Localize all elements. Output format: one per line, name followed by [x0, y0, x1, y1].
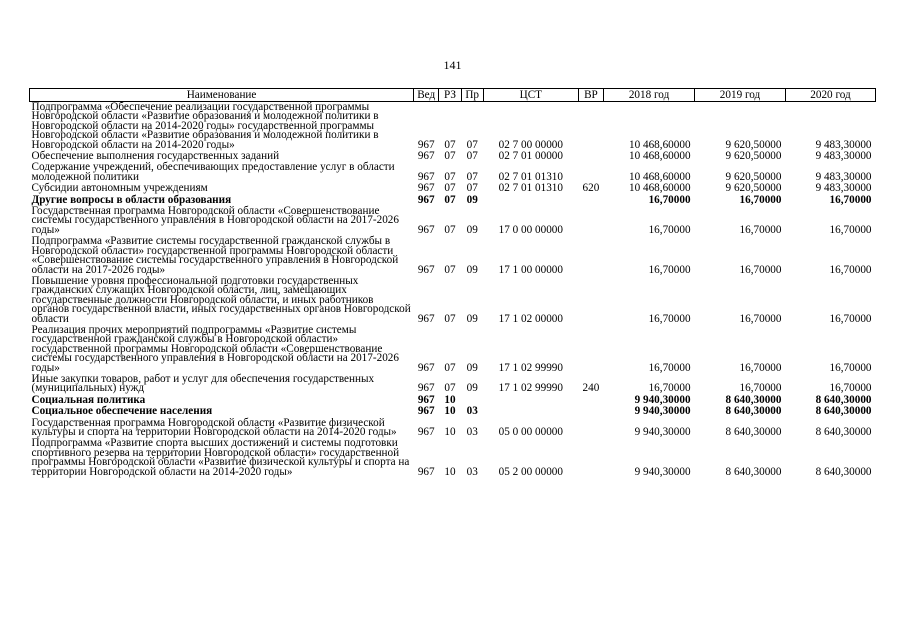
cell-cst: 17 0 00 00000	[498, 223, 563, 236]
header-pr: Пр	[461, 89, 483, 102]
cell-y2018: 9 940,30000	[634, 465, 691, 478]
cell-y2018: 16,70000	[648, 312, 691, 325]
cell-name: Субсидии автономным учреждениям	[31, 182, 208, 195]
table-row	[30, 102, 876, 152]
cell-y2019: 16,70000	[739, 312, 782, 325]
cell-name: Содержание учреждений, обеспечивающих предоставление услуг в области молодежной политики	[31, 161, 395, 183]
cell-y2019: 16,70000	[739, 382, 782, 395]
cell-y2019: 16,70000	[739, 193, 782, 206]
cell-cst	[483, 406, 578, 417]
header-2018: 2018 год	[604, 89, 695, 102]
cell-cst: 17 1 02 00000	[498, 312, 563, 325]
cell-vr	[578, 395, 603, 406]
cell-name: Государственная программа Новгородской области «Совершенствование системы государственного управления в Новгородской области на 2017-2026 годы»	[31, 205, 399, 236]
table-row	[30, 206, 876, 236]
cell-ved: 967	[417, 182, 435, 195]
cell-vr	[578, 195, 603, 206]
cell-y2020: 8 640,30000	[815, 393, 872, 406]
cell-y2018: 10 468,60000	[629, 182, 691, 195]
cell-y2019: 9 620,50000	[725, 170, 782, 183]
cell-y2019: 8 640,30000	[725, 426, 782, 438]
cell-y2019: 8 640,30000	[725, 405, 782, 418]
cell-y2020: 16,70000	[829, 263, 872, 276]
cell-rz: 07	[444, 361, 456, 374]
cell-y2019: 9 620,50000	[725, 182, 782, 195]
cell-pr: 03	[466, 405, 478, 418]
cell-ved: 967	[417, 138, 435, 151]
cell-ved: 967	[417, 223, 435, 236]
cell-vr	[578, 438, 603, 478]
table-body	[30, 102, 876, 479]
cell-rz: 07	[444, 170, 456, 183]
cell-y2018: 16,70000	[648, 382, 691, 395]
cell-vr	[578, 151, 603, 162]
table-row	[30, 438, 876, 478]
cell-y2018: 16,70000	[648, 193, 691, 206]
cell-name: Повышение уровня профессиональной подготовки государственных гражданских служащих Новгородской области, лиц, замещающих государственные должности Новгородской области, и иных работников органов государственной власти, иных государственных органов Новгородской области	[31, 274, 411, 325]
cell-cst	[483, 195, 578, 206]
cell-pr: 07	[466, 170, 478, 183]
table-row	[30, 236, 876, 276]
cell-cst: 02 7 01 01310	[498, 182, 563, 195]
cell-y2018: 9 940,30000	[634, 393, 691, 406]
cell-y2020: 9 483,30000	[815, 182, 872, 195]
cell-cst: 02 7 01 01310	[498, 170, 563, 183]
cell-cst: 02 7 00 00000	[498, 138, 563, 151]
cell-ved: 967	[417, 382, 435, 395]
cell-vr	[578, 406, 603, 417]
cell-name: Реализация прочих мероприятий подпрограммы «Развитие системы государственной гражданской службы в Новгородской области» государственной программы Новгородской области «Совершенствование системы государственного управления в Новгородской области на 2017-2026 годы»	[31, 323, 399, 374]
cell-vr	[578, 276, 603, 325]
cell-name: Государственная программа Новгородской области «Развитие физической культуры и спорта на территории Новгородской области на 2014-2020 годы»	[31, 416, 397, 438]
cell-rz: 07	[444, 182, 456, 195]
cell-ved: 967	[417, 150, 435, 163]
cell-rz: 07	[444, 193, 456, 206]
cell-y2019: 16,70000	[739, 361, 782, 374]
header-ved: Вед	[414, 89, 439, 102]
header-vr: ВР	[578, 89, 603, 102]
cell-cst: 05 2 00 00000	[498, 465, 563, 478]
cell-y2020: 16,70000	[829, 193, 872, 206]
cell-pr: 09	[466, 223, 478, 236]
cell-vr	[578, 325, 603, 374]
cell-name: Социальная политика	[31, 393, 146, 406]
header-name: Наименование	[30, 89, 414, 102]
cell-name: Другие вопросы в области образования	[31, 193, 232, 206]
cell-vr	[578, 102, 603, 152]
table-row	[30, 162, 876, 183]
cell-vr	[578, 206, 603, 236]
cell-rz: 07	[444, 223, 456, 236]
cell-pr: 09	[466, 263, 478, 276]
table-row	[30, 276, 876, 325]
cell-y2018: 16,70000	[648, 361, 691, 374]
cell-rz: 07	[444, 382, 456, 395]
cell-y2020: 8 640,30000	[815, 405, 872, 418]
table-row	[30, 418, 876, 439]
cell-rz: 10	[444, 405, 456, 418]
cell-y2020: 8 640,30000	[815, 426, 872, 438]
table-row	[30, 374, 876, 395]
cell-rz: 10	[444, 426, 456, 438]
cell-name: Иные закупки товаров, работ и услуг для обеспечения государственных (муниципальных) нужд	[31, 372, 375, 395]
cell-y2019: 8 640,30000	[725, 465, 782, 478]
cell-name: Подпрограмма «Развитие системы государственной гражданской службы в Новгородской области» государственной программы Новгородской области «Совершенствование системы государственного управления в Новгородской области на 2017-2026 годы»	[31, 235, 399, 276]
cell-vr	[578, 236, 603, 276]
cell-y2018: 9 940,30000	[634, 405, 691, 418]
cell-rz: 10	[444, 393, 456, 406]
cell-y2018: 16,70000	[648, 223, 691, 236]
cell-y2018: 10 468,60000	[629, 150, 691, 163]
cell-rz: 07	[444, 138, 456, 151]
cell-name: Подпрограмма «Обеспечение реализации государственной программы Новгородской области «Развитие образования и молодежной политики в Новгородской области на 2014-2020 годы» государственной программы Новгородской области «Развитие образования и молодежной политики в Новгородской области на 2014-2020 годы»	[31, 101, 379, 151]
table-row	[30, 183, 876, 194]
cell-cst: 05 0 00 00000	[498, 426, 563, 438]
cell-cst: 17 1 02 99990	[498, 382, 563, 395]
cell-y2019: 9 620,50000	[725, 138, 782, 151]
cell-y2018: 10 468,60000	[629, 170, 691, 183]
cell-cst	[483, 395, 578, 406]
cell-ved: 967	[417, 193, 435, 206]
cell-name: Социальное обеспечение населения	[31, 405, 213, 418]
cell-vr	[578, 418, 603, 439]
cell-y2020: 16,70000	[829, 382, 872, 395]
cell-y2020: 16,70000	[829, 312, 872, 325]
cell-y2019: 8 640,30000	[725, 393, 782, 406]
cell-pr: 03	[466, 426, 478, 438]
cell-pr: 09	[466, 382, 478, 395]
page-number: 141	[443, 58, 462, 72]
cell-pr: 07	[466, 150, 478, 163]
cell-vr: 240	[582, 382, 600, 395]
cell-y2020: 8 640,30000	[815, 465, 872, 478]
cell-pr: 09	[466, 361, 478, 374]
cell-y2020: 9 483,30000	[815, 150, 872, 163]
cell-ved: 967	[417, 170, 435, 183]
cell-ved: 967	[417, 426, 435, 438]
cell-ved: 967	[417, 312, 435, 325]
cell-rz: 07	[444, 263, 456, 276]
header-rz: РЗ	[439, 89, 461, 102]
cell-ved: 967	[417, 465, 435, 478]
cell-pr: 09	[466, 312, 478, 325]
header-cst: ЦСТ	[483, 89, 578, 102]
cell-rz: 07	[444, 150, 456, 163]
cell-ved: 967	[417, 263, 435, 276]
cell-vr: 620	[582, 182, 600, 195]
cell-rz: 07	[444, 312, 456, 325]
cell-y2020: 16,70000	[829, 223, 872, 236]
cell-cst: 17 1 02 99990	[498, 361, 563, 374]
cell-name: Обеспечение выполнения государственных заданий	[31, 150, 280, 163]
cell-pr: 07	[466, 138, 478, 151]
cell-ved: 967	[417, 393, 435, 406]
cell-y2019: 16,70000	[739, 223, 782, 236]
cell-y2020: 9 483,30000	[815, 138, 872, 151]
cell-cst: 17 1 00 00000	[498, 263, 563, 276]
cell-y2020: 16,70000	[829, 361, 872, 374]
cell-y2019: 16,70000	[739, 263, 782, 276]
cell-y2018: 16,70000	[648, 263, 691, 276]
cell-rz: 10	[444, 465, 456, 478]
table-row	[30, 406, 876, 417]
cell-pr: 07	[466, 182, 478, 195]
cell-ved: 967	[417, 405, 435, 418]
cell-pr: 03	[466, 465, 478, 478]
header-2019: 2019 год	[695, 89, 786, 102]
cell-y2019: 9 620,50000	[725, 150, 782, 163]
cell-y2020: 9 483,30000	[815, 170, 872, 183]
cell-cst: 02 7 01 00000	[498, 150, 563, 163]
cell-pr: 09	[466, 193, 478, 206]
header-2020: 2020 год	[785, 89, 875, 102]
cell-vr	[578, 162, 603, 183]
cell-y2018: 9 940,30000	[634, 426, 691, 438]
budget-table	[29, 88, 876, 478]
cell-ved: 967	[417, 361, 435, 374]
table-row	[30, 325, 876, 374]
cell-y2018: 10 468,60000	[629, 138, 691, 151]
cell-name: Подпрограмма «Развитие спорта высших достижений и системы подготовки спортивного резерва на территории Новгородской области» государственной программы Новгородской области «Развитие физической культуры и спорта на территории Новгородской области на 2014-2020 годы»	[31, 437, 410, 478]
table-header-row	[30, 89, 876, 102]
